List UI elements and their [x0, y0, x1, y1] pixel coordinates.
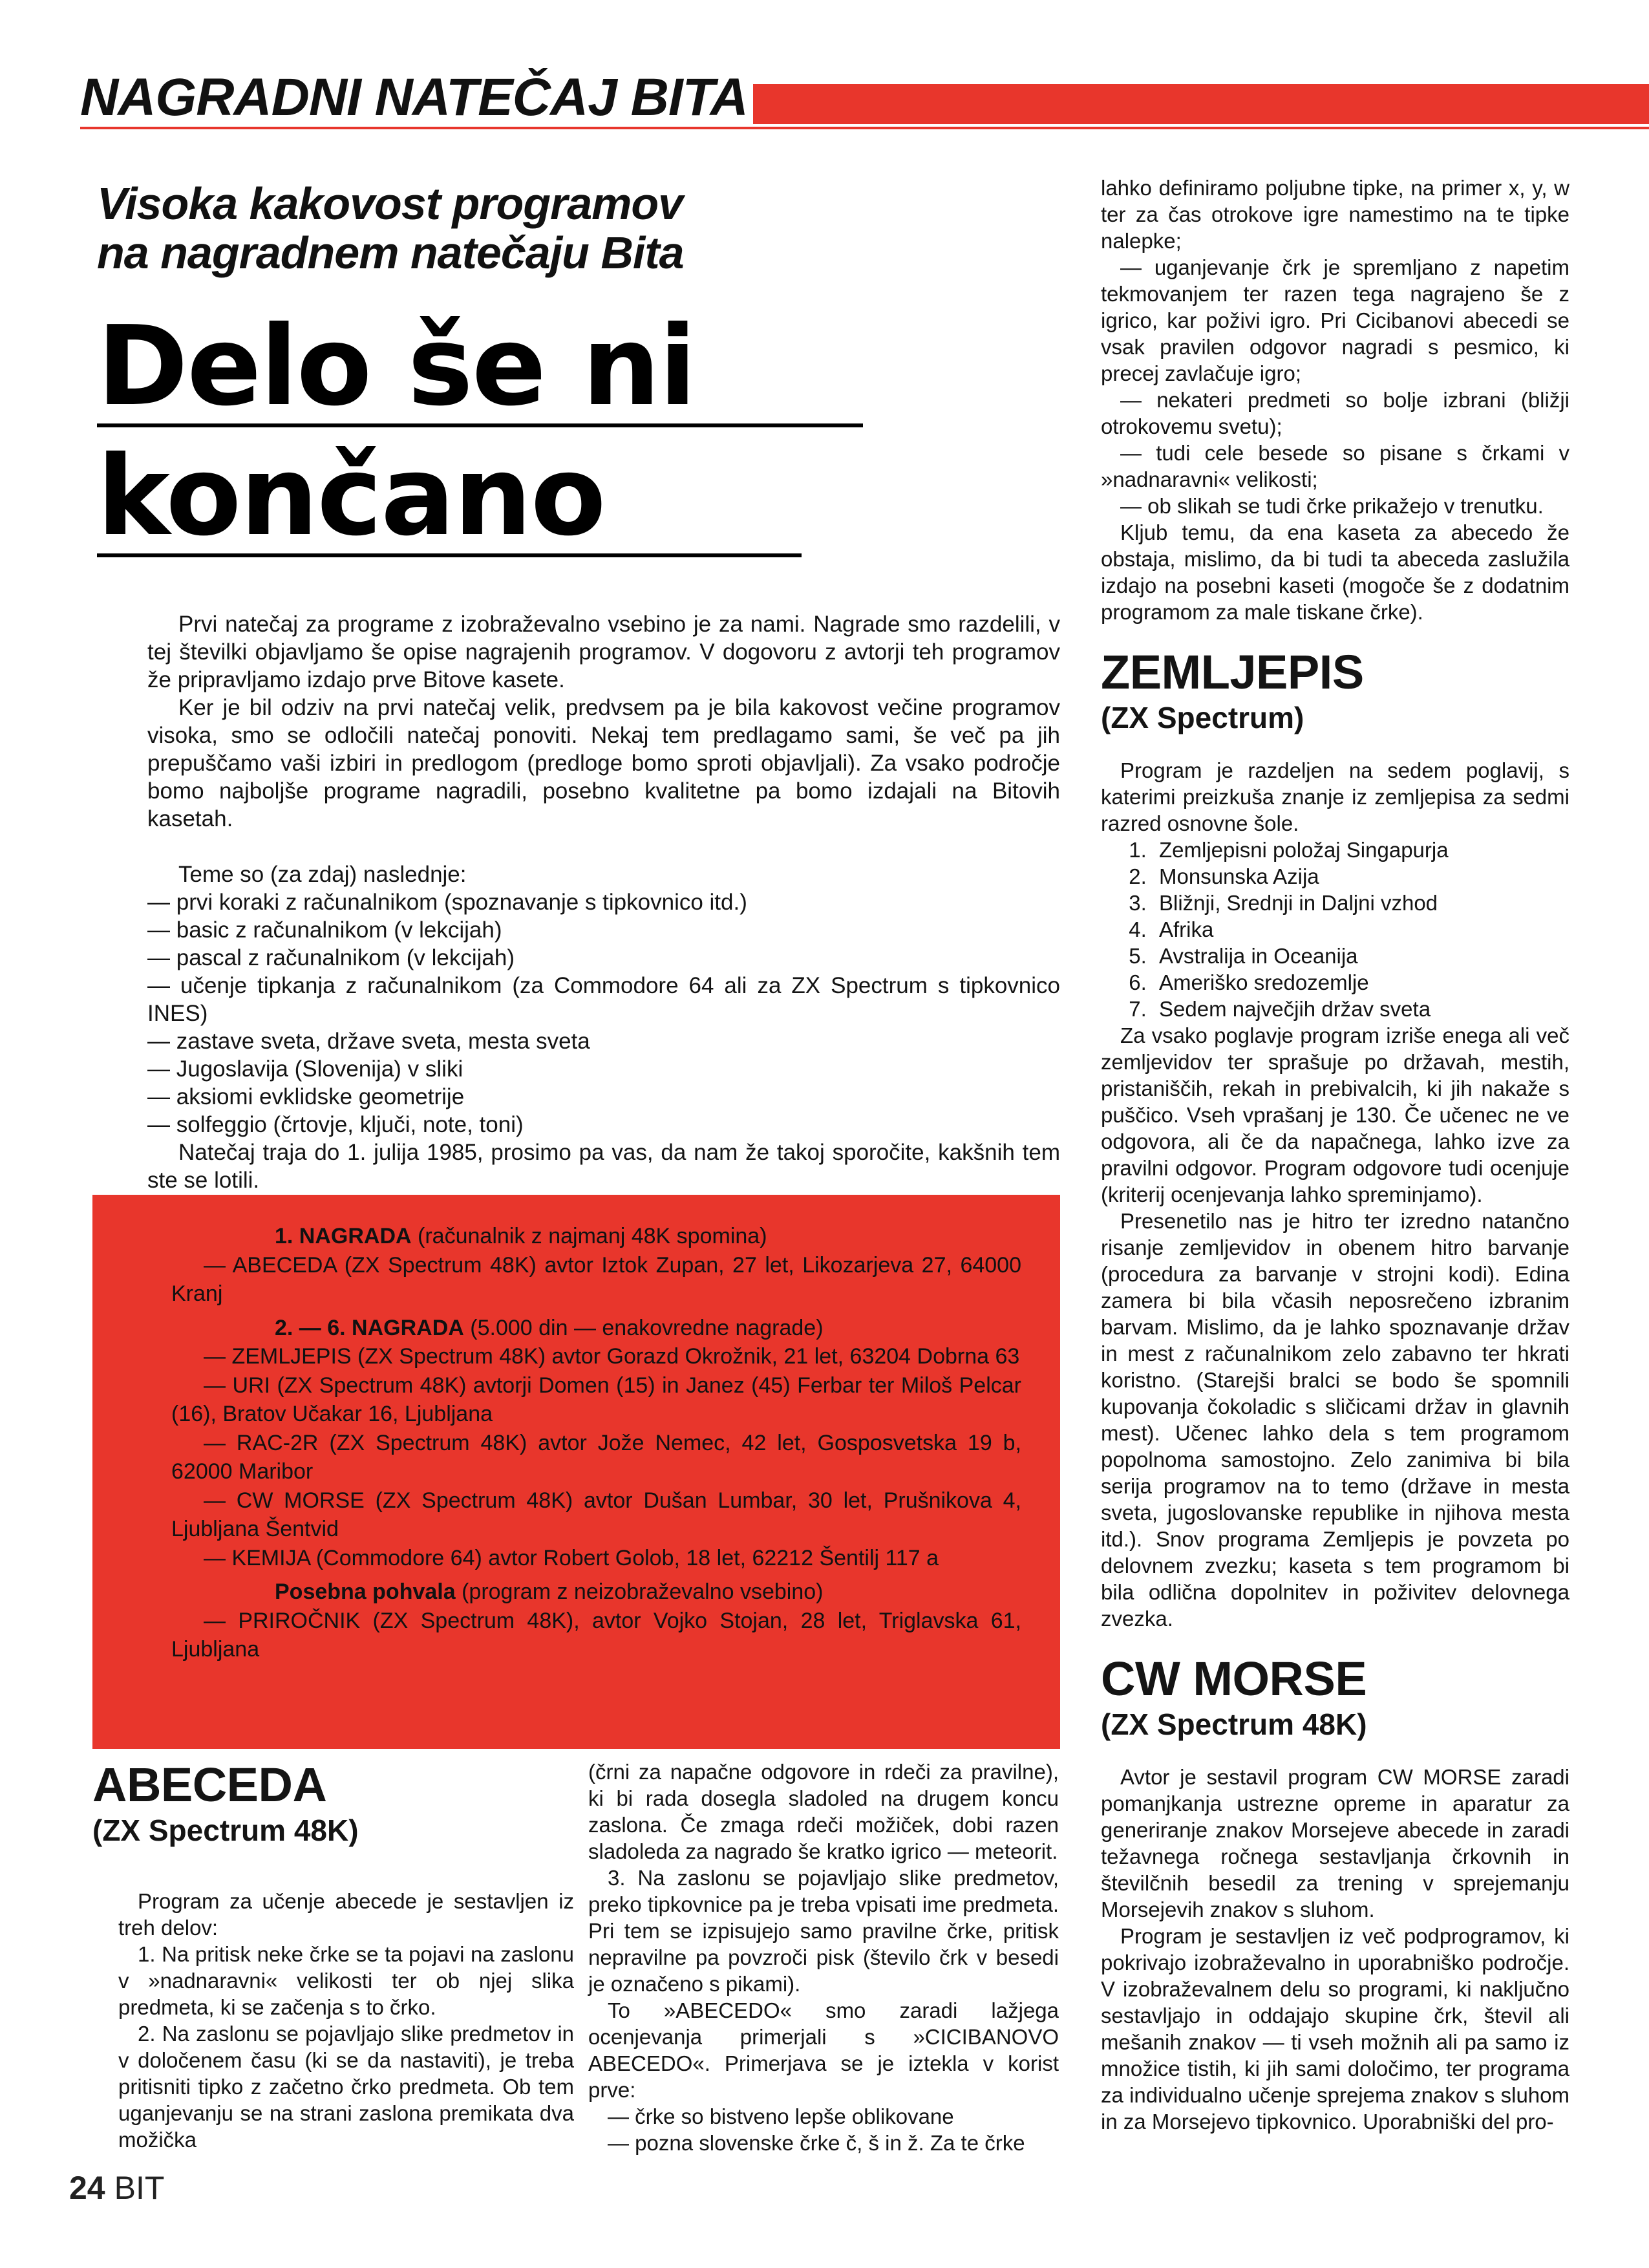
list-item: — aksiomi evklidske geometrije	[147, 1084, 465, 1109]
zemljepis-chapters	[1101, 837, 1569, 1022]
header-rule	[80, 127, 1649, 129]
abeceda-paragraph: 1. Na pritisk neke črke se ta pojavi na zaslonu v »nadnaravni« velikosti ter ob njej slika predmeta, ki se začenja s to črko.	[118, 1942, 574, 2019]
list-item: — Jugoslavija (Slovenija) v sliki	[147, 1056, 463, 1082]
cwmorse-platform: (ZX Spectrum 48K)	[1101, 1707, 1367, 1741]
first-prize-heading	[275, 1222, 1021, 1251]
list-item: 1. Zemljepisni položaj Singapurja	[1153, 837, 1569, 863]
abeceda-paragraph: Program za učenje abecede je sestavljen iz treh delov:	[118, 1889, 574, 1940]
first-prize-note: (računalnik z najmanj 48K spomina)	[418, 1224, 767, 1248]
award-entry: — URI (ZX Spectrum 48K) avtorji Domen (15) in Janez (45) Ferbar ter Miloš Pelcar (16), Bratov Učakar 16, Ljubljana	[171, 1373, 1021, 1426]
article-subtitle	[97, 180, 937, 277]
special-mention-note: (program z neizobraževalno vsebino)	[462, 1579, 824, 1604]
abeceda-platform: (ZX Spectrum 48K)	[92, 1813, 359, 1847]
subtitle-line-2: na nagradnem natečaju Bita	[97, 227, 684, 278]
first-prize-block	[171, 1222, 1021, 1309]
abeceda-paragraph: — ob slikah se tudi črke prikažejo v trenutku.	[1120, 494, 1544, 518]
zemljepis-title: ZEMLJEPIS	[1101, 645, 1364, 699]
cwmorse-section	[1101, 1651, 1569, 2135]
award-entry: — ZEMLJEPIS (ZX Spectrum 48K) avtor Gorazd Okrožnik, 21 let, 63204 Dobrna 63	[204, 1344, 1020, 1369]
list-item: 6. Ameriško sredozemlje	[1153, 969, 1569, 996]
cwmorse-paragraph: Program je sestavljen iz več podprogramov, ki pokrivajo izobraževalno in uporabniško področje. V izobraževalnem delu so programi, ki naključno sestavljajo in oddajajo skupine črk, števil ali mešanih znakov — ti vseh možnih ali pa samo iz množice tistih, ki jih sami določimo, ter programa za individualno učenje sprejema znakov s sluhom in za Morsejevo tipkovnico. Uporabniški del pro-	[1101, 1924, 1569, 2134]
list-item: 5. Avstralija in Oceanija	[1153, 943, 1569, 969]
section-header-title: NAGRADNI NATEČAJ BITA	[80, 68, 748, 127]
second-prize-heading	[275, 1314, 1021, 1343]
zemljepis-lead: Program je razdeljen na sedem poglavij, s katerimi preizkuša znanje iz zemljepisa za sedmi razred osnovne šole.	[1101, 758, 1569, 835]
abeceda-paragraph: — črke so bistveno lepše oblikovane	[608, 2104, 954, 2128]
headline-line-1: Delo še ni	[97, 303, 696, 431]
abeceda-paragraph: — pozna slovenske črke č, š in ž. Za te črke	[608, 2131, 1025, 2155]
abeceda-paragraph: (črni za napačne odgovore in rdeči za pravilne), ki bi rada dosegla sladoled na drugem koncu zaslona. Če zmaga rdeči možiček, dobi razen sladoleda za nagrado še kratko igrico — meteorit.	[588, 1760, 1059, 1863]
intro-paragraph-1: Prvi natečaj za programe z izobraževalno vsebino je za nami. Nagrade smo razdelili, v tej številki objavljamo še opise nagrajenih programov. V dogovoru z avtorji teh programov že pripravljamo izdajo prve Bitove kasete.	[147, 612, 1060, 692]
second-prize-block	[171, 1314, 1021, 1573]
list-item: — basic z računalnikom (v lekcijah)	[147, 917, 502, 943]
award-entry: — RAC-2R (ZX Spectrum 48K) avtor Jože Nemec, 42 let, Gosposvetska 19 b, 62000 Maribor	[171, 1430, 1021, 1484]
zemljepis-paragraph: Presenetilo nas je hitro ter izredno natančno risanje zemljevidov in obenem hitro barvanje (procedura za barvanje v strojni kodi). Edina zamera bi bila včasih neposrečeno izbranim barvam. Mislimo, da je lahko spoznavanje držav in mest z računalnikom zelo zabavno ter hkrati koristno. (Starejši bralci se bodo še spomnili kupovanja čokoladic s sličicami držav in glavnih mest). Učenec lahko dela s tem programom popolnoma samostojno. Zelo zanimiva bi bila serija programov na to temo (države in mesta sveta, jugoslovanske republike in njihova mesta itd.). Snov programa Zemljepis je povzeta po delovnem zvezku; kaseta s tem programom bi bila odlična dopolnitev in poživitev delovnega zvezka.	[1101, 1209, 1569, 1631]
abeceda-paragraph: — uganjevanje črk je spremljano z napetim tekmovanjem ter razen tega nagrajeno še z igrico, kar poživi igro. Pri Cicibanovi abecedi se vsak pravilen odgovor nagradi s pesmico, ki precej zavlačuje igro;	[1101, 255, 1569, 385]
list-item: — pascal z računalnikom (v lekcijah)	[147, 945, 515, 970]
intro-closing: Natečaj traja do 1. julija 1985, prosimo pa vas, da nam že takoj sporočite, kakšnih tem ste se lotili.	[147, 1140, 1060, 1193]
magazine-name: BIT	[114, 2170, 165, 2206]
special-mention-label: Posebna pohvala	[275, 1579, 456, 1604]
cwmorse-paragraph: Avtor je sestavil program CW MORSE zaradi pomanjkanja ustrezne opreme in aparatur za generiranje znakov Morsejeve abecede in zaradi težavnega ročnega sestavljanja črkovnih in številčnih besedil za trening v sprejemanju Morsejevih znakov s sluhom.	[1101, 1765, 1569, 1921]
list-item: — solfeggio (črtovje, ključi, note, toni)	[147, 1112, 524, 1137]
list-item: — zastave sveta, države sveta, mesta sveta	[147, 1029, 590, 1054]
award-entry: — CW MORSE (ZX Spectrum 48K) avtor Dušan Lumbar, 30 let, Prušnikova 4, Ljubljana Šentvid	[171, 1488, 1021, 1541]
zemljepis-section	[1101, 645, 1569, 1632]
awards-box	[92, 1195, 1060, 1749]
award-entry: — PRIROČNIK (ZX Spectrum 48K), avtor Vojko Stojan, 28 let, Triglavska 61, Ljubljana	[171, 1608, 1021, 1662]
intro-spacer	[147, 833, 1060, 861]
second-prize-note: (5.000 din — enakovredne nagrade)	[470, 1315, 824, 1340]
list-item: — prvi koraki z računalnikom (spoznavanje s tipkovnico itd.)	[147, 890, 747, 915]
list-item: 3. Bližnji, Srednji in Daljni vzhod	[1153, 890, 1569, 916]
abeceda-title: ABECEDA	[92, 1758, 327, 1812]
subtitle-line-1: Visoka kakovost programov	[97, 178, 683, 229]
abeceda-paragraph: 3. Na zaslonu se pojavljajo slike predmetov, preko tipkovnice pa je treba vpisati ime predmeta. Pri tem se izpisujejo samo pravilne črke, pritisk nepravilne pa povzroči pisk (število črk v besedi je označeno s pikami).	[588, 1866, 1059, 1996]
abeceda-paragraph: To »ABECEDO« smo zaradi lažjega ocenjevanja primerjali s »CICIBANOVO ABECEDO«. Primerjava se je iztekla v korist prve:	[588, 1998, 1059, 2102]
list-item: 7. Sedem največjih držav sveta	[1153, 996, 1569, 1022]
first-prize-label: 1. NAGRADA	[275, 1224, 412, 1248]
abeceda-paragraph: — nekateri predmeti so bolje izbrani (bližji otrokovemu svetu);	[1101, 388, 1569, 438]
abeceda-paragraph: lahko definiramo poljubne tipke, na primer x, y, w ter za čas otrokove igre namestimo na te tipke nalepke;	[1101, 176, 1569, 253]
zemljepis-paragraph: Za vsako poglavje program izriše enega ali več zemljevidov ter sprašuje po državah, mestih, pristaniščih, rekah in prebivalcih, ki jih nakaže s puščico. Vseh vprašanj je 130. Če učenec ne ve odgovora, ali če da napačnega, lahko izve za pravilni odgovor. Program odgovore tudi ocenjuje (kriterij ocenjevanja lahko spreminjamo).	[1101, 1023, 1569, 1206]
headline-line-2: končano	[97, 433, 605, 561]
list-item: — učenje tipkanja z računalnikom (za Commodore 64 ali za ZX Spectrum s tipkovnico INES)	[147, 973, 1060, 1026]
abeceda-paragraph: — tudi cele besede so pisane s črkami v »nadnaravni« velikosti;	[1101, 441, 1569, 491]
list-item: 4. Afrika	[1153, 916, 1569, 943]
award-entry: — ABECEDA (ZX Spectrum 48K) avtor Iztok Zupan, 27 let, Likozarjeva 27, 64000 Kranj	[171, 1252, 1021, 1306]
page-footer	[69, 2169, 164, 2207]
abeceda-column-2	[588, 1759, 1059, 2156]
article-intro	[147, 610, 1060, 1194]
cwmorse-title: CW MORSE	[1101, 1652, 1367, 1706]
special-mention-block	[171, 1578, 1021, 1664]
abeceda-paragraph: Kljub temu, da ena kaseta za abecedo že obstaja, mislimo, da bi tudi ta abeceda zaslužila izdajo na posebni kaseti (mogoče še z dodatnim programom za male tiskane črke).	[1101, 520, 1569, 624]
themes-list	[147, 888, 1060, 1139]
abeceda-heading-block	[92, 1757, 571, 1870]
abeceda-paragraph: 2. Na zaslonu se pojavljajo slike predmetov in v določenem času (ki se da nastaviti), je treba pritisniti tipko z začetno črko predmeta. Ob tem uganjevanju se na strani zaslona premikata dva možička	[118, 2022, 574, 2152]
header-red-bar	[753, 84, 1649, 124]
second-prize-label: 2. — 6. NAGRADA	[275, 1315, 464, 1340]
list-item: 2. Monsunska Azija	[1153, 863, 1569, 890]
zemljepis-platform: (ZX Spectrum)	[1101, 701, 1304, 734]
intro-paragraph-2: Ker je bil odziv na prvi natečaj velik, predvsem pa je bila kakovost večine programov visoka, smo se odločili natečaj ponoviti. Nekaj tem predlagamo sami, še več pa jih prepuščamo vaši izbiri in predlogom (predloge bomo sproti objavljali). Za vsako področje bomo najboljše programe nagradili, posebno kvalitetne pa bomo izdajali na Bitovih kasetah.	[147, 695, 1060, 831]
themes-lead: Teme so (za zdaj) naslednje:	[178, 862, 467, 887]
abeceda-column-1	[118, 1888, 574, 2153]
article-headline	[97, 303, 873, 561]
page-number: 24	[69, 2170, 105, 2206]
award-entry: — KEMIJA (Commodore 64) avtor Robert Golob, 18 let, 62212 Šentilj 117 a	[204, 1545, 939, 1570]
special-mention-heading	[275, 1578, 1021, 1607]
right-column	[1101, 175, 1569, 2135]
